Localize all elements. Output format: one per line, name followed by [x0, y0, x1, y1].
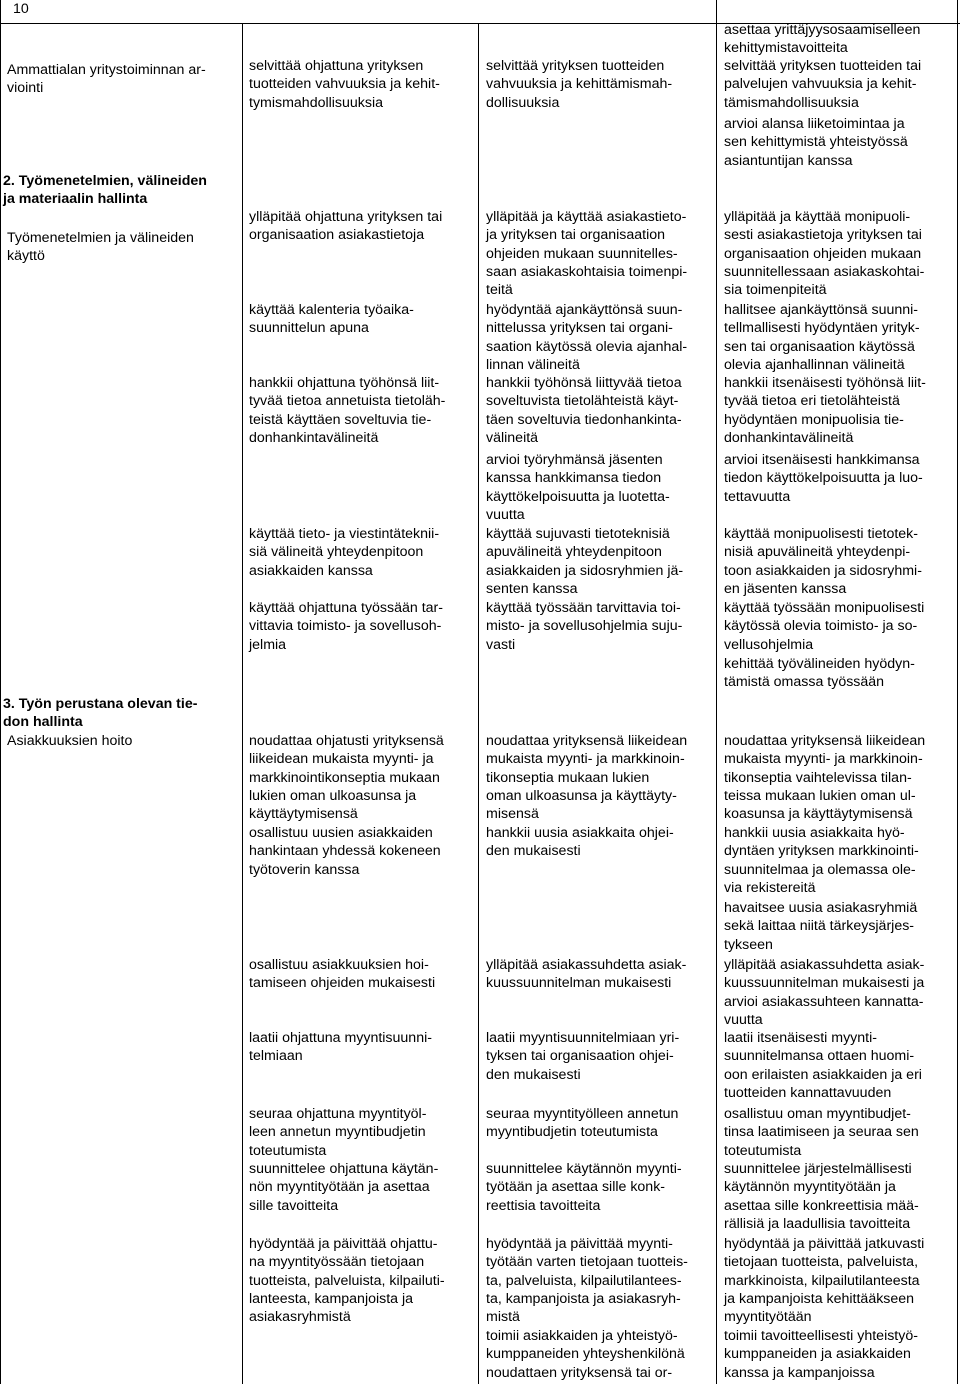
- col2-block: käyttää tieto- ja viestintäteknii- siä välineitä yhteydenpitoon asiakkaiden kanssa: [249, 526, 440, 579]
- col4-block: käyttää työssään monipuolisesti käytössä olevia toimisto- ja so- vellusohjelmia: [724, 600, 925, 653]
- col2-block: selvittää ohjattuna yrityksen tuotteiden vahvuuksia ja kehit- tymismahdollisuuksia: [249, 58, 440, 111]
- col4-block: arvioi alansa liiketoimintaa ja sen kehittymistä yhteistyössä asiantuntijan kanssa: [724, 116, 908, 169]
- col3-block: selvittää yrityksen tuotteiden vahvuuksia ja kehittämismah- dollisuuksia: [486, 58, 673, 111]
- col4-block: hyödyntää ja päivittää jatkuvasti tietojaan tuotteista, palveluista, markkinoista, kilpailutilanteesta ja kampanjoista kehittääkseen myyntityötään: [724, 1236, 925, 1326]
- col3-block: hyödyntää ajankäyttönsä suun- nittelussa yrityksen tai organi- saation käytössä olevia ajanhal- linnan välineitä: [486, 302, 688, 373]
- col4-block: hankkii uusia asiakkaita hyö- dyntäen yrityksen markkinointi- suunnitelmaa ja olemassa ole- via rekistereitä: [724, 825, 919, 896]
- col3-block: ylläpitää ja käyttää asiakastieto- ja yrityksen tai organisaation ohjeiden mukaan suunnitelles- saan asiakaskohtaisia toimenpi- teitä: [486, 209, 688, 299]
- col2-block: noudattaa ohjatusti yrityksensä liikeidean mukaista myynti- ja markkinointikonseptia mukaan lukien oman ulkoasunsa ja käyttäytymisensä: [249, 733, 444, 823]
- col4-block: käyttää monipuolisesti tietotek- nisiä apuvälineitä yhteydenpi- toon asiakkaiden ja sidosryhmi- en jäsenten kanssa: [724, 526, 922, 597]
- col2-block: suunnittelee ohjattuna käytän- nön myyntityötään ja asettaa sille tavoitteita: [249, 1161, 439, 1214]
- col3-block: suunnittelee käytännön myynti- työtään ja asettaa sille konk- reettisia tavoitteita: [486, 1161, 682, 1214]
- col4-block: ylläpitää asiakassuhdetta asiak- kuussuunnitelman mukaisesti ja arvioi asiakassuhteen kannatta- vuutta: [724, 957, 925, 1028]
- col4-block: asettaa yrittäjyysosaamiselleen kehittymistavoitteita: [724, 22, 921, 57]
- col2-block: seuraa ohjattuna myyntityöl- leen annetun myyntibudjetin toteutumista: [249, 1106, 427, 1159]
- col1-block: Työmenetelmien ja välineiden käyttö: [7, 230, 194, 265]
- page-number: 10: [13, 1, 29, 17]
- col4-block: hallitsee ajankäyttönsä suunni- tellmallisesti hyödyntäen yrityk- sen tai organisaation käytössä olevia ajanhallinnan välineitä: [724, 302, 920, 373]
- col4-block: arvioi itsenäisesti hankkimansa tiedon käyttökelpoisuutta ja luo- tettavuutta: [724, 452, 923, 505]
- col4-block: kehittää työvälineiden hyödyn- tämistä omassa työssään: [724, 656, 915, 691]
- col2-block: ylläpitää ohjattuna yrityksen tai organisaation asiakastietoja: [249, 209, 443, 244]
- col2-block: hankkii ohjattuna työhönsä liit- tyvää tietoa annetuista tietoläh- teistä käyttäen soveltuvia tie- donhankintavälineitä: [249, 375, 446, 446]
- col3-block: hankkii työhönsä liittyvää tietoa soveltuvista tietolähteistä käyt- täen soveltuvia tiedonhankinta- välineitä: [486, 375, 682, 446]
- column-border-5: [957, 0, 958, 1384]
- col3-block: seuraa myyntityölleen annetun myyntibudjetin toteutumista: [486, 1106, 679, 1141]
- col3-block: laatii myyntisuunnitelmiaan yri- tyksen tai organisaation ohjei- den mukaisesti: [486, 1030, 680, 1083]
- col2-block: osallistuu uusien asiakkaiden hankintaan yhdessä kokeneen työtoverin kanssa: [249, 825, 441, 878]
- col4-block: havaitsee uusia asiakasryhmiä sekä laittaa niitä tärkeysjärjes- tykseen: [724, 900, 918, 953]
- col3-block: toimii asiakkaiden ja yhteistyö- kumppaneiden yhteyshenkilönä noudattaen yrityksensä tai or-: [486, 1328, 685, 1381]
- col4-block: osallistuu oman myyntibudjet- tinsa laatimiseen ja seuraa sen toteutumista: [724, 1106, 919, 1159]
- col2-block: osallistuu asiakkuuksien hoi- tamiseen ohjeiden mukaisesti: [249, 957, 436, 992]
- col2-block: käyttää kalenteria työaika- suunnittelun apuna: [249, 302, 414, 337]
- col1-block: Ammattialan yritystoiminnan ar- viointi: [7, 62, 206, 97]
- col1-section-heading: 3. Työn perustana olevan tie- don hallinta: [3, 696, 198, 731]
- column-border-3: [478, 23, 479, 1384]
- col4-block: toimii tavoitteellisesti yhteistyö- kumppaneiden ja asiakkaiden kanssa ja kampanjoissa: [724, 1328, 918, 1381]
- col3-block: noudattaa yrityksensä liikeidean mukaista myynti- ja markkinoin- tikonseptia mukaan lukien oman ulkoasunsa ja käyttäyty- misensä: [486, 733, 688, 823]
- col3-block: hankkii uusia asiakkaita ohjei- den mukaisesti: [486, 825, 674, 860]
- col2-block: käyttää ohjattuna työssään tar- vittavia toimisto- ja sovellusoh- jelmia: [249, 600, 444, 653]
- col3-block: käyttää sujuvasti tietoteknisiä apuvälineitä yhteydenpitoon asiakkaiden ja sidosryhmien jä- senten kanssa: [486, 526, 684, 597]
- col4-block: suunnittelee järjestelmällisesti käytännön myyntityötään ja asettaa sille konkreettisia mää- rällisiä ja laadullisia tavoitteita: [724, 1161, 919, 1232]
- col4-block: selvittää yrityksen tuotteiden tai palvelujen vahvuuksia ja kehit- tämismahdollisuuksia: [724, 58, 922, 111]
- col3-block: arvioi työryhmänsä jäsenten kanssa hankkimansa tiedon käyttökelpoisuutta ja luotetta- vuutta: [486, 452, 670, 523]
- col3-block: käyttää työssään tarvittavia toi- misto- ja sovellusohjelmia suju- vasti: [486, 600, 683, 653]
- col2-block: laatii ohjattuna myyntisuunni- telmiaan: [249, 1030, 432, 1065]
- col1-block: Asiakkuuksien hoito: [7, 733, 133, 749]
- col4-block: noudattaa yrityksensä liikeidean mukaista myynti- ja markkinoin- tikonseptia vaihtelevissa tilan- teissa mukaan lukien oman ul- koasunsa ja käyttäytymisensä: [724, 733, 926, 823]
- column-border-4: [716, 0, 717, 1384]
- col4-block: ylläpitää ja käyttää monipuoli- sesti asiakastietoja yrityksen tai organisaation ohjeiden mukaan suunnitellessaan asiakaskohtai- sia toimenpiteitä: [724, 209, 925, 299]
- col2-block: hyödyntää ja päivittää ohjattu- na myyntityössään tietojaan tuotteista, palveluista, kilpailuti- lanteesta, kampanjoista ja asiakasryhmistä: [249, 1236, 445, 1326]
- column-border-1: [0, 0, 1, 1384]
- col4-block: hankkii itsenäisesti työhönsä liit- tyvää tietoa eri tietolähteistä hyödyntäen monipuolisia tie- donhankintavälineitä: [724, 375, 926, 446]
- col3-block: hyödyntää ja päivittää myynti- työtään varten tietojaan tuotteis- ta, palveluista, kilpailutilantees- ta, kampanjoista ja asiakasryh- mistä: [486, 1236, 688, 1326]
- col4-block: laatii itsenäisesti myynti- suunnitelmansa ottaen huomi- oon erilaisten asiakkaiden ja eri tuotteiden kannattavuuden: [724, 1030, 922, 1101]
- column-border-2: [242, 23, 243, 1384]
- col1-section-heading: 2. Työmenetelmien, välineiden ja materiaalin hallinta: [3, 173, 207, 208]
- col3-block: ylläpitää asiakassuhdetta asiak- kuussuunnitelman mukaisesti: [486, 957, 687, 992]
